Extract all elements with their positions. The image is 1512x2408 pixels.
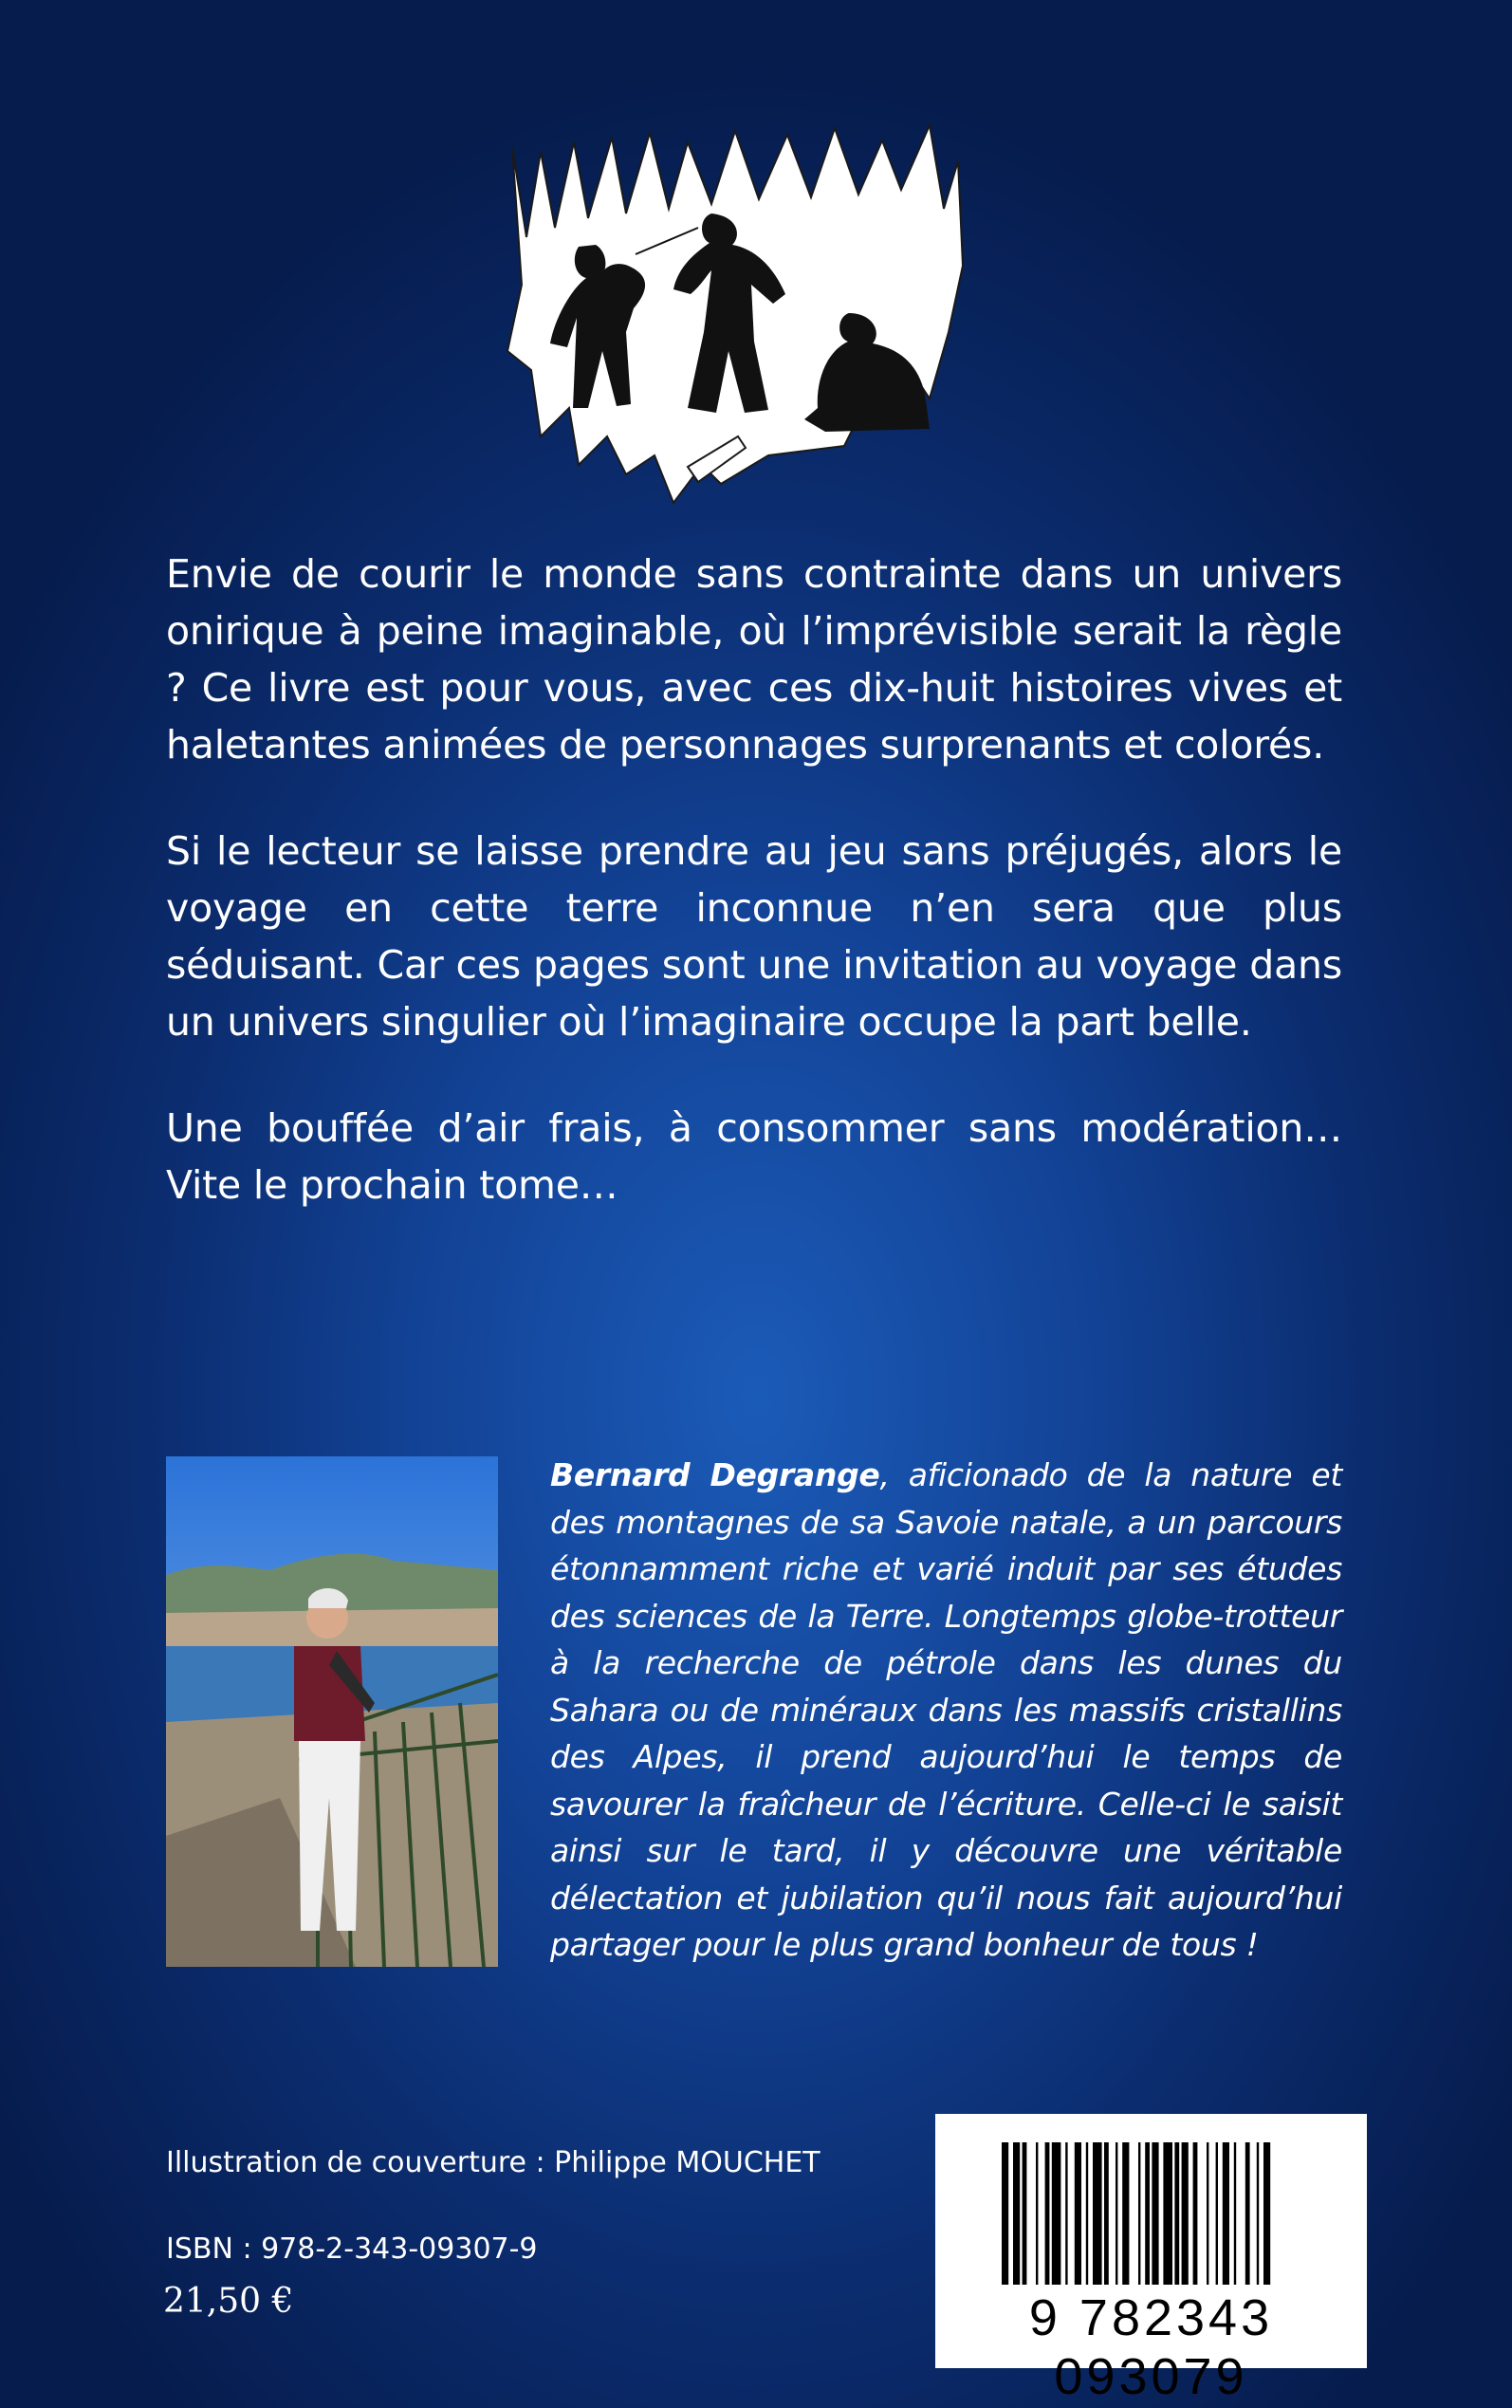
barcode-bar bbox=[1104, 2142, 1109, 2285]
illustration-credit: Illustration de couverture : Philippe MOUCHET bbox=[166, 2146, 821, 2179]
barcode-bar bbox=[1023, 2142, 1027, 2285]
author-biography bbox=[550, 1452, 1342, 1969]
barcode-bar bbox=[1036, 2142, 1038, 2285]
back-cover-blurb bbox=[166, 546, 1342, 1263]
barcode-bar bbox=[1257, 2142, 1259, 2285]
barcode bbox=[935, 2114, 1367, 2405]
blurb-paragraph: Si le lecteur se laisse prendre au jeu sans préjugés, alors le voyage en cette terre inconnue n’en sera que plus séduisant. Car ces pages sont une invitation au voyage dans un univers singulier où l’imaginaire occupe la part belle. bbox=[166, 828, 1342, 1045]
cover-illustration bbox=[484, 123, 1015, 522]
barcode-bar bbox=[1193, 2142, 1198, 2285]
barcode-bars bbox=[935, 2114, 1367, 2304]
barcode-bar bbox=[1013, 2142, 1020, 2285]
barcode-bar bbox=[1263, 2142, 1270, 2285]
barcode-bar bbox=[1207, 2142, 1208, 2285]
isbn-number: ISBN : 978-2-343-09307-9 bbox=[166, 2232, 538, 2266]
author-bio-text: , aficionado de la nature et des montagnes de sa Savoie natale, a un parcours étonnamment riche et varié induit par ses études des sciences de la Terre. Longtemps globe-trotteur à la recherche de pétrole dans les dunes du Sahara ou de minéraux dans les massifs cristallins des Alpes, il prend aujourd’hui le temps de savourer la fraîcheur de l’écriture. Celle-ci le saisit ainsi sur le tard, il y découvre une véritable délectation et jubilation qu’il nous fait aujourd’hui partager pour le plus grand bonheur de tous ! bbox=[550, 1456, 1342, 1963]
barcode-bar bbox=[1093, 2142, 1102, 2285]
barcode-bar bbox=[1065, 2142, 1067, 2285]
barcode-bar bbox=[1182, 2142, 1189, 2285]
barcode-bar bbox=[1245, 2142, 1250, 2285]
barcode-bar bbox=[1002, 2142, 1008, 2285]
barcode-bar bbox=[1174, 2142, 1179, 2285]
barcode-bar bbox=[1223, 2142, 1229, 2285]
barcode-bar bbox=[1116, 2142, 1117, 2285]
blurb-paragraph: Envie de courir le monde sans contrainte dans un univers onirique à peine imaginable, où l’imprévisible serait la règle ? Ce livre est pour vous, avec ces dix-huit histoires vives et haletantes animées de personnages surprenants et colorés. bbox=[166, 551, 1342, 768]
barcode-bar bbox=[1045, 2142, 1050, 2285]
barcode-number: 9 782343 093079 bbox=[1028, 2289, 1274, 2405]
author-name: Bernard Degrange bbox=[550, 1456, 880, 1493]
author-photo bbox=[166, 1456, 498, 1967]
barcode-bar bbox=[1052, 2142, 1061, 2285]
barcode-bar bbox=[1216, 2142, 1218, 2285]
barcode-bar bbox=[1086, 2142, 1088, 2285]
barcode-bar bbox=[1075, 2142, 1081, 2285]
price-label: 21,50 € bbox=[163, 2282, 294, 2321]
barcode-bar bbox=[1163, 2142, 1172, 2285]
barcode-bar bbox=[1138, 2142, 1140, 2285]
barcode-bar bbox=[1122, 2142, 1129, 2285]
barcode-bar bbox=[1234, 2142, 1236, 2285]
barcode-bar bbox=[1145, 2142, 1150, 2285]
barcode-bar bbox=[1152, 2142, 1158, 2285]
blurb-paragraph: Une bouffée d’air frais, à consommer sans modération… Vite le prochain tome… bbox=[166, 1105, 1342, 1208]
